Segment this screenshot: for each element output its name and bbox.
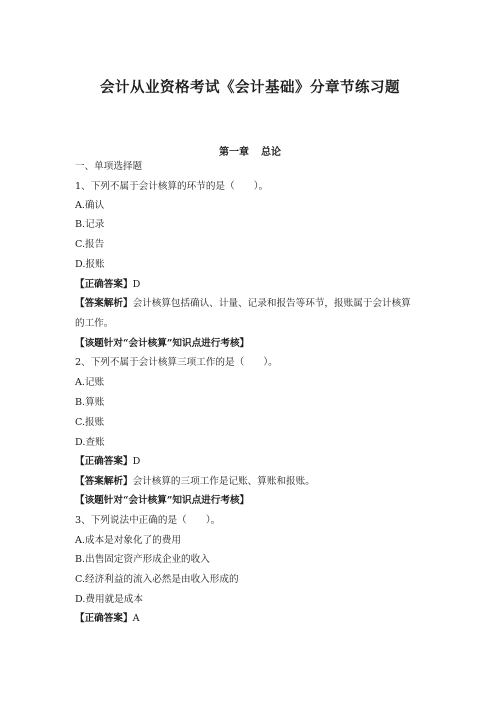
answer-value: D (132, 456, 141, 467)
section-heading: 一、单项选择题 (75, 161, 143, 172)
question-1-option-c: C.报告 (75, 239, 105, 250)
question-1-option-a: A.确认 (75, 200, 105, 211)
question-3-answer (75, 613, 140, 625)
question-2-option-c: C.报账 (75, 417, 105, 428)
page-title: 会计从业资格考试《会计基础》分章节练习题 (100, 79, 400, 96)
question-3-option-c: C.经济利益的流入必然是由收入形成的 (75, 574, 239, 585)
question-2-option-d: D.查账 (75, 437, 105, 448)
analysis-text: 会计核算包括确认、计量、记录和报告等环节，报账属于会计核算 (132, 298, 411, 309)
question-1-option-b: B.记录 (75, 219, 105, 230)
question-3-option-a: A.成本是对象化了的费用 (75, 535, 181, 546)
question-1-answer (75, 279, 140, 291)
question-1-analysis (75, 298, 411, 310)
question-3-stem: 3、下列说法中正确的是（ ）。 (75, 515, 221, 526)
chapter-number: 第一章 (219, 147, 249, 158)
analysis-label: 【答案解析】 (75, 476, 133, 487)
question-3-option-b: B.出售固定资产形成企业的收入 (75, 554, 210, 565)
answer-label: 【正确答案】 (75, 456, 133, 467)
question-3-option-d: D.费用就是成本 (75, 594, 143, 605)
answer-label: 【正确答案】 (75, 279, 133, 290)
question-2-analysis (75, 476, 315, 488)
question-1-analysis-cont: 的工作。 (75, 318, 114, 329)
analysis-text: 会计核算的三项工作是记账、算账和报账。 (132, 476, 315, 487)
chapter-name: 总论 (261, 147, 281, 158)
chapter-heading (0, 143, 500, 158)
answer-value: D (132, 279, 141, 290)
question-2-answer (75, 456, 140, 468)
question-1-option-d: D.报账 (75, 259, 105, 270)
answer-label: 【正确答案】 (75, 613, 133, 624)
question-2-option-b: B.算账 (75, 397, 105, 408)
question-1-stem: 1、下列不属于会计核算的环节的是（ ）。 (75, 181, 269, 192)
answer-value: A (132, 613, 140, 624)
question-2-note: 【该题针对“会计核算”知识点进行考核】 (75, 495, 250, 506)
question-2-stem: 2、下列不属于会计核算三项工作的是（ ）。 (75, 357, 278, 368)
analysis-label: 【答案解析】 (75, 298, 133, 309)
question-2-option-a: A.记账 (75, 377, 105, 388)
question-1-note: 【该题针对“会计核算”知识点进行考核】 (75, 338, 250, 349)
